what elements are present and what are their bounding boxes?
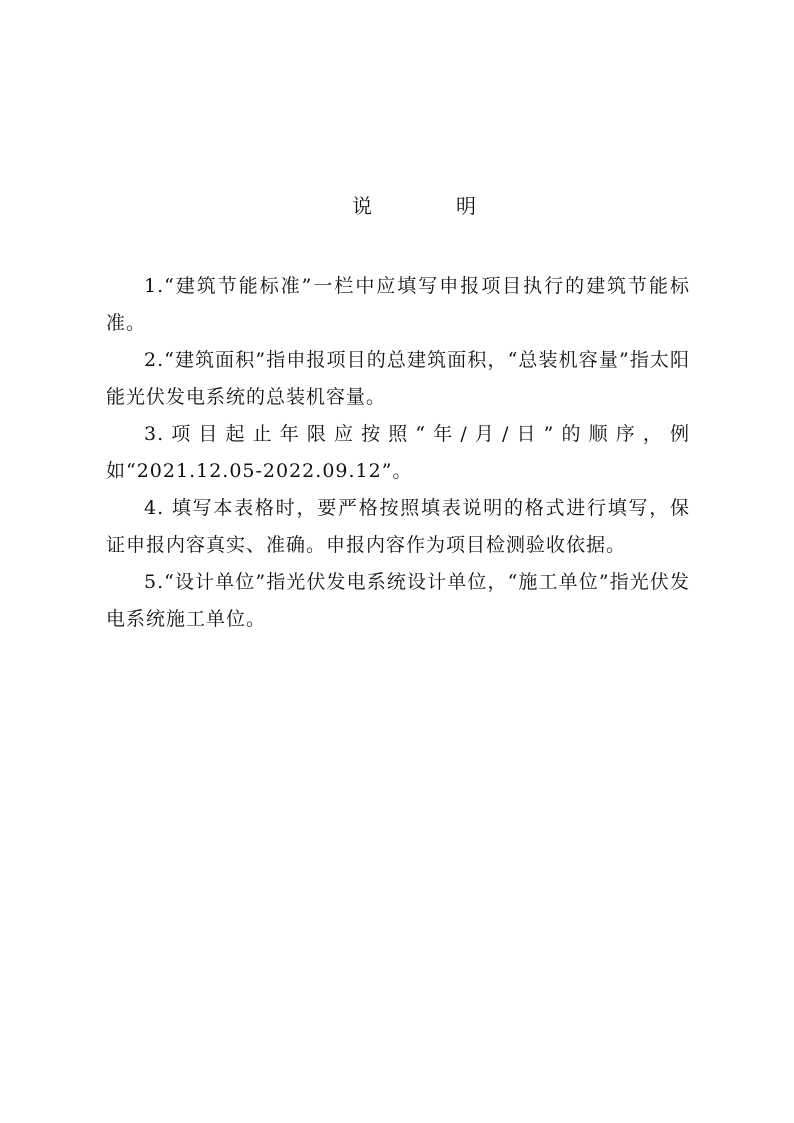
page-title [0,188,794,224]
instruction-item-2: 2.“建筑面积”指申报项目的总建筑面积，“总装机容量”指太阳能光伏发电系统的总装机容量。 [106,349,690,408]
instruction-item-4: 4. 填写本表格时，要严格按照填表说明的格式进行填写，保证申报内容真实、准确。申报内容作为项目检测验收依据。 [106,497,690,556]
instruction-item-5: 5.“设计单位”指光伏发电系统设计单位，“施工单位”指光伏发电系统施工单位。 [106,571,690,630]
instructions-body [106,268,690,638]
title-char-2: 明 [456,194,476,218]
instruction-item-3: 3.项目起止年限应按照“年/月/日”的顺序，例如“2021.12.05-2022.09.12”。 [106,423,690,482]
instruction-item-1: 1.“建筑节能标准”一栏中应填写申报项目执行的建筑节能标准。 [106,275,690,334]
title-char-1: 说 [352,194,372,218]
